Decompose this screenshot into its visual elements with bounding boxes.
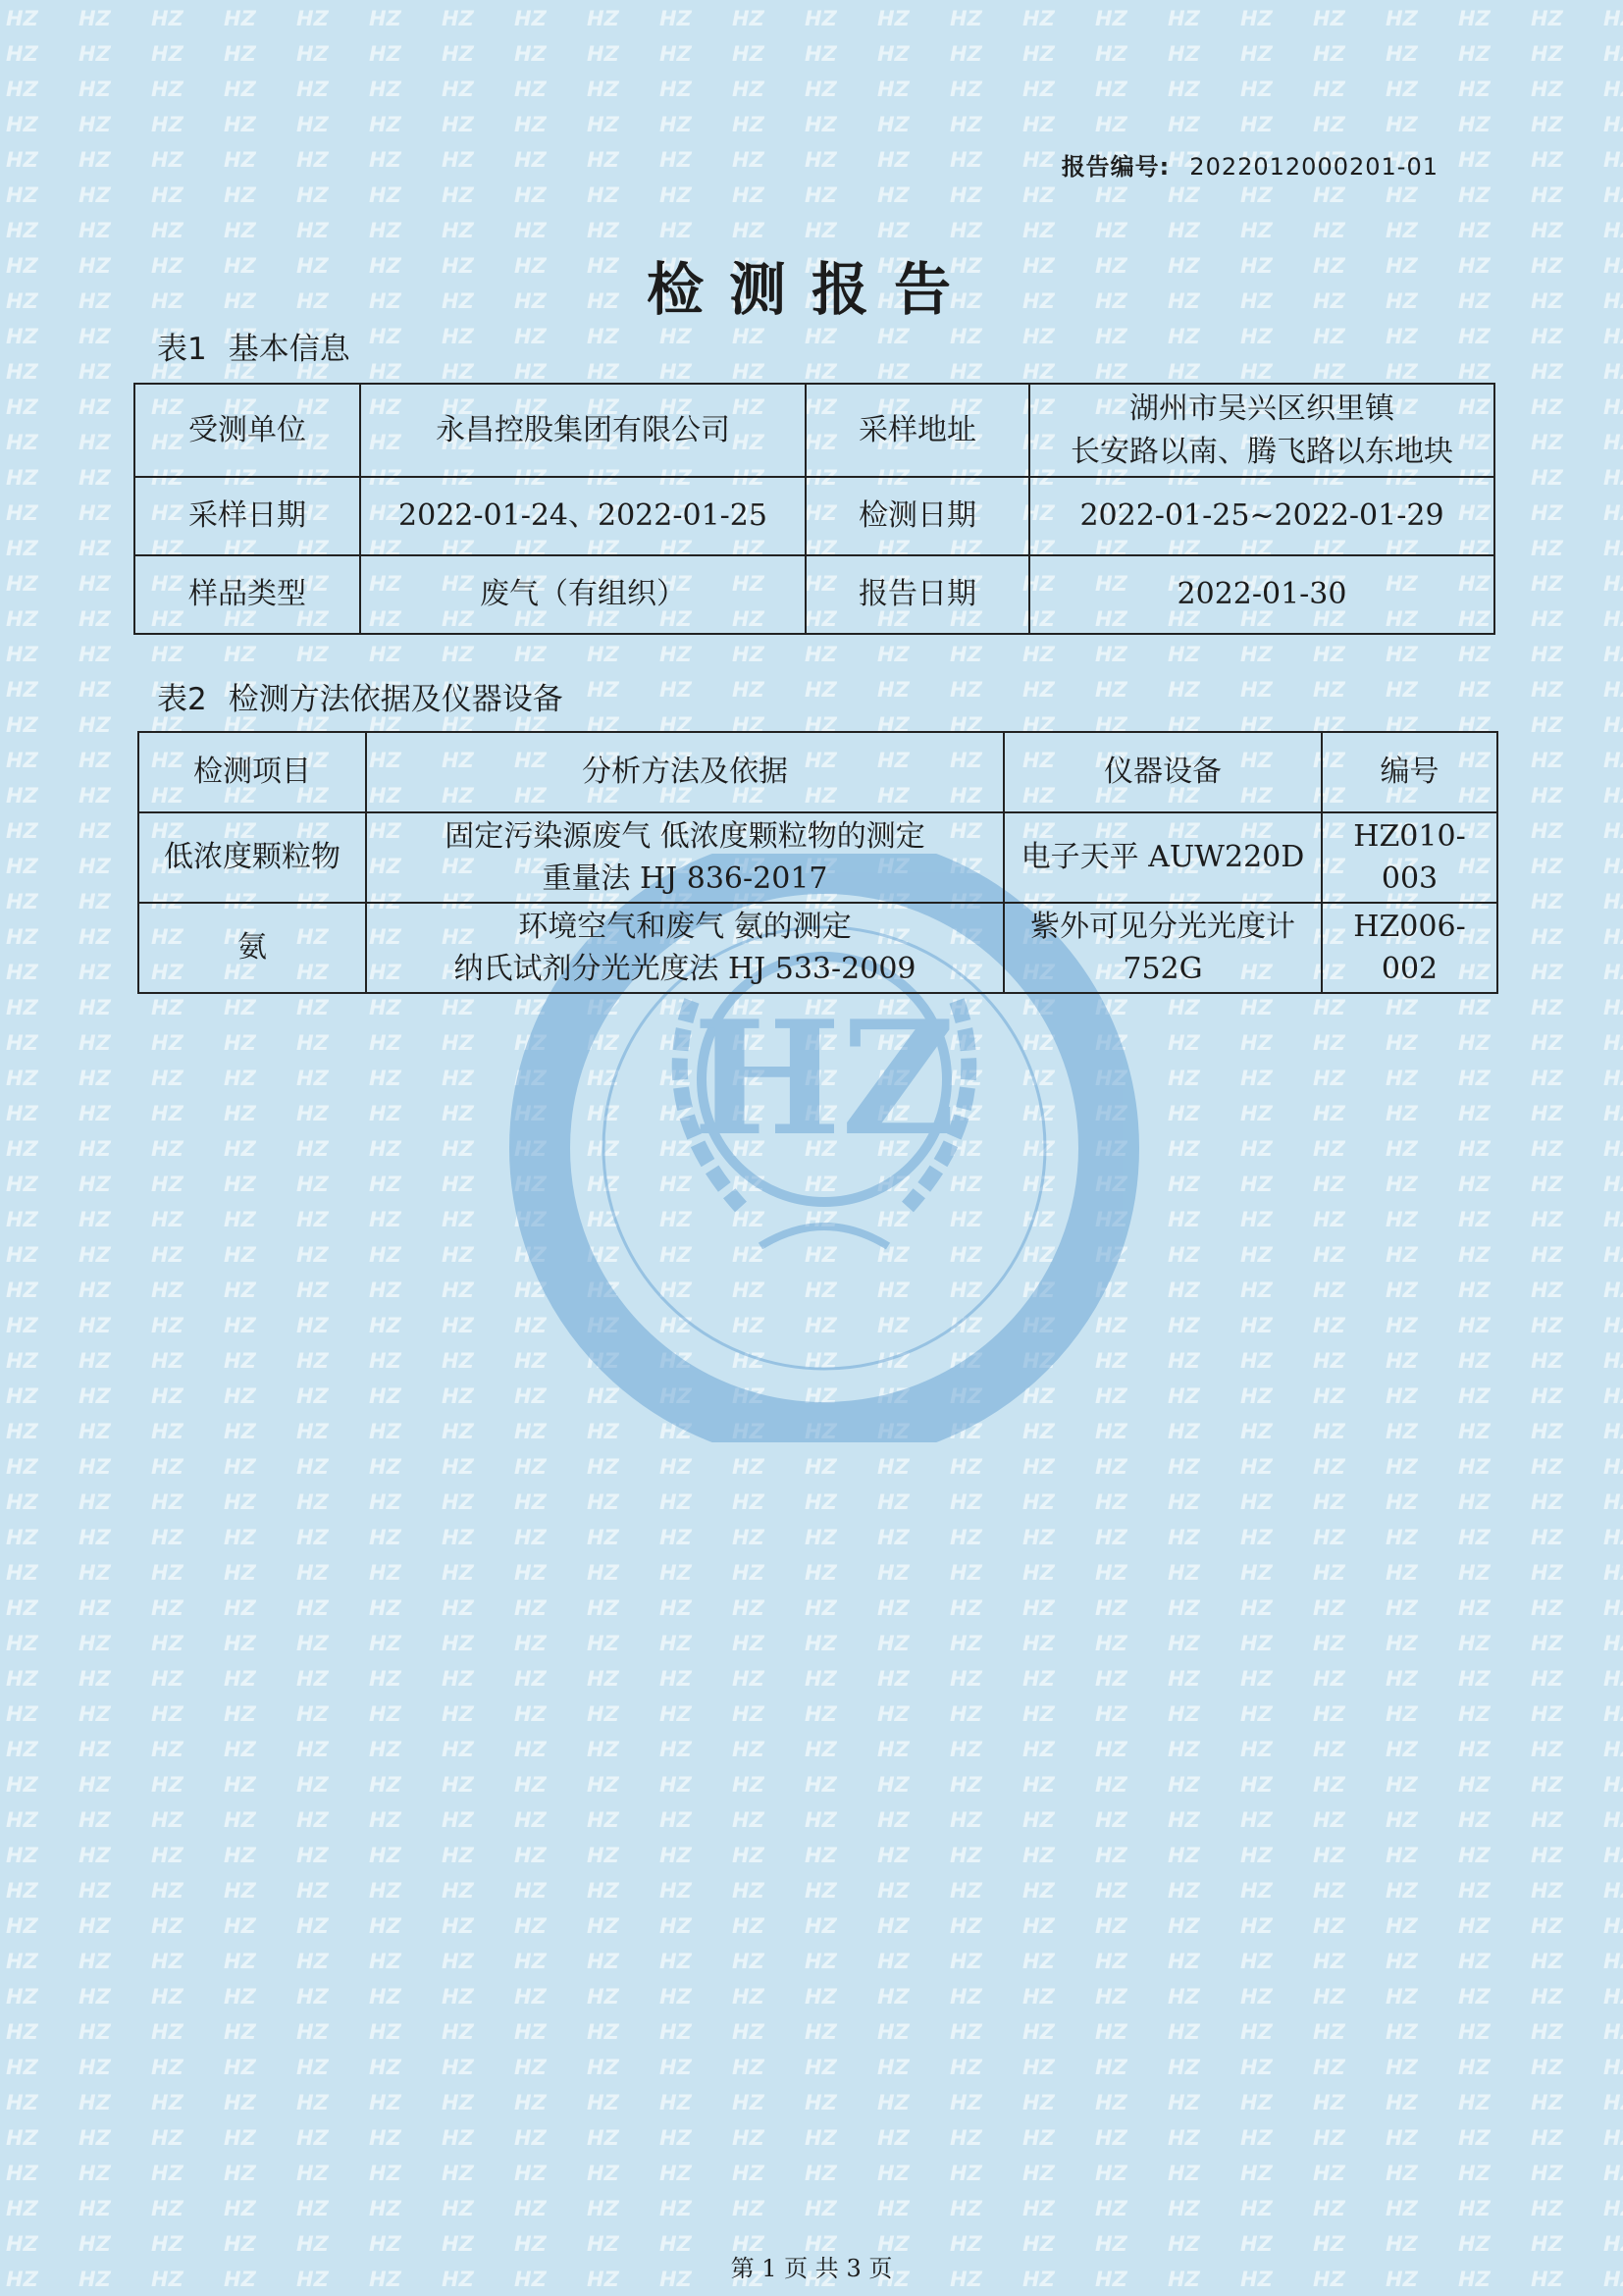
table-cell: 检测日期 <box>806 477 1029 555</box>
column-header: 检测项目 <box>138 732 366 812</box>
table-row <box>138 812 1497 903</box>
method-line: 重量法 HJ 836-2017 <box>542 861 828 896</box>
method-line: 环境空气和废气 氨的测定 <box>518 909 852 944</box>
table1-caption <box>157 324 350 368</box>
table-header-row <box>138 732 1497 812</box>
table-cell: 2022-01-24、2022-01-25 <box>360 477 806 555</box>
table-row <box>134 555 1494 634</box>
table-cell-address <box>1029 384 1494 477</box>
table-cell: 采样地址 <box>806 384 1029 477</box>
method-line: 纳氏试剂分光光度法 HJ 533-2009 <box>453 952 916 986</box>
code-cell: HZ010-003 <box>1322 812 1497 903</box>
table2-caption-number: 表2 <box>157 682 207 717</box>
table2-caption-title: 检测方法依据及仪器设备 <box>228 682 563 717</box>
table-cell: 采样日期 <box>134 477 360 555</box>
table-cell: 报告日期 <box>806 555 1029 634</box>
page-title: 检测报告 <box>646 256 976 323</box>
instrument-line: 紫外可见分光光度计 <box>1030 909 1295 944</box>
column-header: 分析方法及依据 <box>366 732 1004 812</box>
column-header: 编号 <box>1322 732 1497 812</box>
item-cell: 低浓度颗粒物 <box>138 812 366 903</box>
table-row <box>134 477 1494 555</box>
method-cell <box>366 903 1004 993</box>
instrument-cell <box>1004 903 1322 993</box>
table-cell: 永昌控股集团有限公司 <box>360 384 806 477</box>
report-number-label: 报告编号: <box>1061 153 1171 181</box>
table1-caption-title: 基本信息 <box>228 332 350 367</box>
table-row <box>138 903 1497 993</box>
svg-text:HZ: HZ <box>693 986 956 1171</box>
method-line: 固定污染源废气 低浓度颗粒物的测定 <box>445 818 925 854</box>
instrument-line: 电子天平 AUW220D <box>1021 840 1305 875</box>
table-cell: 2022-01-25~2022-01-29 <box>1029 477 1494 555</box>
method-equipment-table <box>137 731 1498 994</box>
page-number: 第 1 页 共 3 页 <box>730 2255 893 2282</box>
table-cell: 废气（有组织） <box>360 555 806 634</box>
method-cell <box>366 812 1004 903</box>
column-header: 仪器设备 <box>1004 732 1322 812</box>
address-line: 长安路以南、腾飞路以东地块 <box>1071 434 1453 469</box>
instrument-cell <box>1004 812 1322 903</box>
table1-caption-number: 表1 <box>157 332 207 367</box>
report-number <box>1062 147 1439 182</box>
basic-info-table <box>133 383 1495 635</box>
address-line: 湖州市吴兴区织里镇 <box>1129 391 1394 426</box>
table2-caption <box>157 674 563 718</box>
instrument-line: 752G <box>1123 952 1203 986</box>
code-cell: HZ006-002 <box>1322 903 1497 993</box>
table-row <box>134 384 1494 477</box>
table-cell: 受测单位 <box>134 384 360 477</box>
table-cell: 2022-01-30 <box>1029 555 1494 634</box>
item-cell: 氨 <box>138 903 366 993</box>
table-cell: 样品类型 <box>134 555 360 634</box>
report-number-value: 2022012000201-01 <box>1189 153 1439 181</box>
